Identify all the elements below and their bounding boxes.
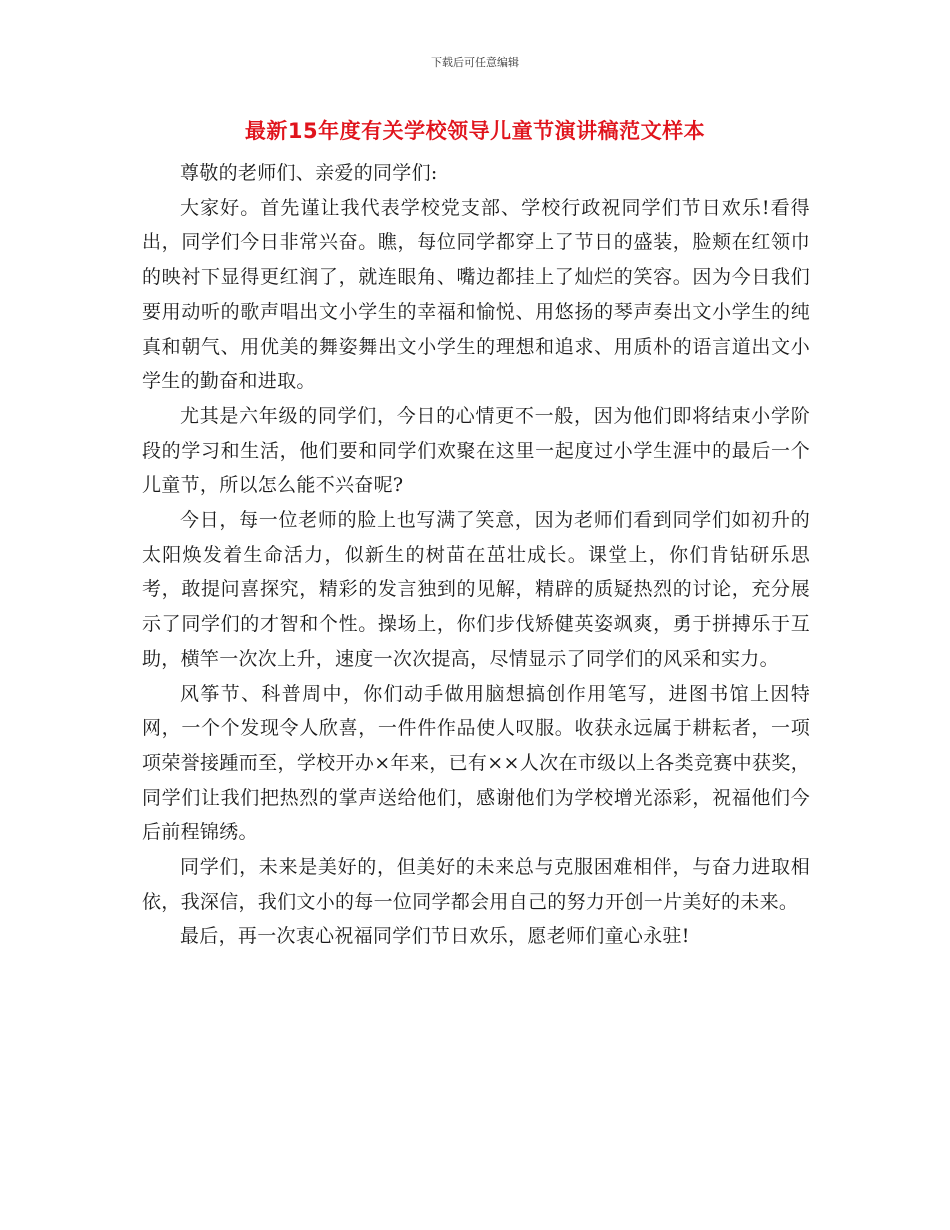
body-paragraph: 大家好。首先谨让我代表学校党支部、学校行政祝同学们节日欢乐!看得出，同学们今日非常兴奋。瞧，每位同学都穿上了节日的盛装，脸颊在红领巾的映衬下显得更红润了，就连眼角、嘴边都挂上了灿烂的笑容。因为今日我们要用动听的歌声唱出文小学生的幸福和愉悦、用悠扬的琴声奏出文小学生的纯真和朝气、用优美的舞姿舞出文小学生的理想和追求、用质朴的语言道出文小学生的勤奋和进取。 [142,196,810,393]
body-paragraph: 同学们，未来是美好的，但美好的未来总与克服困难相伴，与奋力进取相依，我深信，我们文小的每一位同学都会用自己的努力开创一片美好的未来。 [142,856,810,913]
body-paragraph: 风筝节、科普周中，你们动手做用脑想搞创作用笔写，进图书馆上因特网，一个个发现令人欣喜，一件件作品使人叹服。收获永远属于耕耘者，一项项荣誉接踵而至，学校开办×年来，已有××人次在市级以上各类竞赛中获奖，同学们让我们把热烈的掌声送给他们，感谢他们为学校增光添彩，祝福他们今后前程锦绣。 [142,682,810,844]
header-note: 下载后可任意编辑 [431,56,519,69]
document-body [142,156,810,954]
closing-paragraph: 最后，再一次衷心祝福同学们节日欢乐，愿老师们童心永驻! [180,925,690,948]
body-paragraph: 今日，每一位老师的脸上也写满了笑意，因为老师们看到同学们如初升的太阳焕发着生命活力，似新生的树苗在茁壮成长。课堂上，你们肯钻研乐思考，敢提问喜探究，精彩的发言独到的见解，精辟的质疑热烈的讨论，充分展示了同学们的才智和个性。操场上，你们步伐矫健英姿飒爽，勇于拼搏乐于互助，横竿一次次上升，速度一次次提高，尽情显示了同学们的风采和实力。 [142,509,810,670]
body-paragraph: 尤其是六年级的同学们，今日的心情更不一般，因为他们即将结束小学阶段的学习和生活，他们要和同学们欢聚在这里一起度过小学生涯中的最后一个儿童节，所以怎么能不兴奋呢? [142,404,810,497]
salutation-paragraph: 尊敬的老师们、亲爱的同学们: [180,162,438,184]
document-title: 最新15年度有关学校领导儿童节演讲稿范文样本 [244,119,706,143]
